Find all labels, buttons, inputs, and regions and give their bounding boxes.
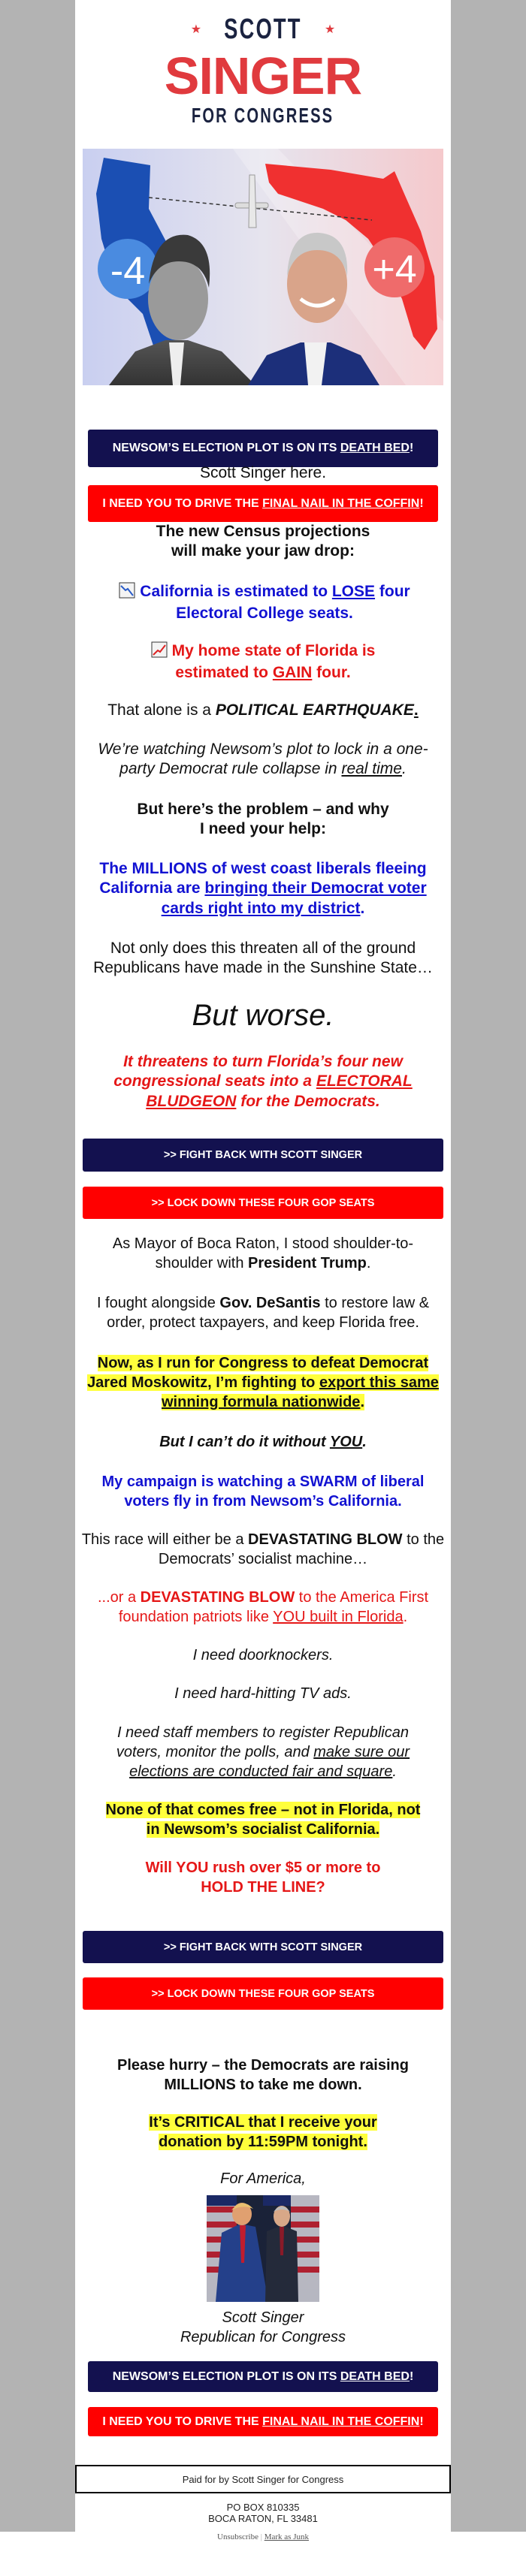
button-text: NEWSOM’S ELECTION PLOT IS ON ITS	[112, 442, 340, 454]
final-nail-button[interactable]	[88, 485, 438, 522]
or-blow-paragraph	[81, 1588, 445, 1627]
census-line: The new Census projections	[156, 523, 370, 540]
census-line: will make your jaw drop:	[171, 542, 355, 560]
race-paragraph	[81, 1530, 445, 1569]
text: for the Democrats.	[236, 1092, 380, 1110]
highlight-line: in Newsom’s socialist California.	[146, 1821, 380, 1838]
staff-paragraph	[96, 1723, 430, 1781]
highlight-line: donation by 11:59PM tonight.	[159, 2134, 367, 2150]
fight-back-button[interactable]: >> FIGHT BACK WITH SCOTT SINGER	[83, 1931, 443, 1963]
chart-decreasing-icon	[119, 582, 135, 604]
logo-singer: SINGER	[164, 47, 362, 105]
chart-increasing-icon	[151, 641, 168, 663]
highlight-line: None of that comes free – not in Florida, not	[105, 1802, 421, 1818]
ask-line: Will YOU rush over $5 or more to	[145, 1860, 381, 1876]
hurry-paragraph	[81, 2056, 445, 2095]
text: to the America First foundation patriots like	[118, 1589, 429, 1625]
lock-down-button[interactable]: >> LOCK DOWN THESE FOUR GOP SEATS	[83, 1187, 443, 1219]
you-text: YOU	[329, 1434, 363, 1450]
tv-ads-paragraph: I need hard-hitting TV ads.	[174, 1685, 352, 1702]
trump-singer-photo	[207, 2195, 319, 2302]
hero-image	[83, 149, 443, 385]
bold-text: Gov. DeSantis	[219, 1295, 321, 1311]
text: I need staff members to register Republican voters, monitor the polls, and	[116, 1724, 409, 1760]
link-separator: |	[260, 2532, 262, 2541]
paid-for-text: Paid for by Scott Singer for Congress	[182, 2473, 344, 2485]
lock-down-button[interactable]: >> LOCK DOWN THESE FOUR GOP SEATS	[83, 1977, 443, 2010]
mayor-paragraph	[94, 1234, 432, 1273]
doorknockers-paragraph: I need doorknockers.	[192, 1647, 334, 1664]
text: four Electoral College seats.	[176, 583, 410, 623]
fair-elections-text: make sure our elections are conducted fair and square	[129, 1744, 410, 1780]
logo-for-congress: FOR CONGRESS	[192, 104, 334, 127]
none-free-paragraph	[81, 1800, 445, 1839]
critical-paragraph	[81, 2113, 445, 2152]
text: .	[401, 760, 407, 778]
voter-cards-link[interactable]: bringing their Democrat voter cards right into my district	[161, 879, 427, 917]
text: It threatens to turn Florida’s four new congressional seats into a	[113, 1053, 403, 1090]
button-link-text[interactable]: DEATH BED	[340, 442, 410, 454]
problem-line: I need your help:	[199, 820, 327, 838]
unsubscribe-link[interactable]: Unsubscribe	[217, 2532, 258, 2541]
button-text: !	[419, 2415, 424, 2428]
button-link-text[interactable]: FINAL NAIL IN THE COFFIN	[262, 2415, 420, 2428]
logo-scott: SCOTT	[224, 13, 302, 45]
text: four.	[312, 664, 351, 682]
button-link-text[interactable]: DEATH BED	[340, 2369, 410, 2383]
hurry-line: MILLIONS to take me down.	[164, 2077, 362, 2093]
now-run-paragraph	[81, 1353, 445, 1412]
florida-paragraph	[147, 641, 379, 683]
text: The MILLIONS of west coast liberals fleeing California are	[99, 860, 427, 897]
problem-line: But here’s the problem – and why	[137, 801, 389, 818]
greeting: Scott Singer here.	[199, 464, 327, 481]
bold-text: DEVASTATING BLOW	[248, 1531, 403, 1548]
text: .	[413, 701, 419, 719]
paid-for-box	[75, 2465, 451, 2493]
button-text: NEWSOM’S ELECTION PLOT IS ON ITS	[112, 2369, 340, 2383]
final-nail-button[interactable]	[88, 2407, 438, 2436]
mark-as-junk-link[interactable]: Mark as Junk	[264, 2532, 309, 2541]
watching-paragraph	[96, 740, 430, 780]
lose-link[interactable]: LOSE	[331, 583, 376, 600]
not-only-paragraph: Not only does this threaten all of the ground Republicans have made in the Sunshine State…	[93, 940, 433, 977]
text: .	[366, 1255, 371, 1271]
problem-heading	[81, 800, 445, 840]
electoral-bludgeon-text: ELECTORAL BLUDGEON	[146, 1072, 413, 1110]
text: California is estimated to	[140, 583, 332, 600]
fight-back-button[interactable]: >> FIGHT BACK WITH SCOTT SINGER	[83, 1139, 443, 1172]
address-line: PO BOX 810335	[226, 2502, 300, 2513]
death-bed-button[interactable]	[88, 430, 438, 467]
fought-paragraph	[81, 1293, 445, 1332]
text: .	[360, 899, 365, 917]
signature	[81, 2308, 445, 2347]
text: to the Democrats’ socialist machine…	[158, 1531, 445, 1567]
text: This race will either be a	[81, 1531, 249, 1548]
will-you-paragraph	[81, 1858, 445, 1897]
but-worse-heading: But worse.	[192, 999, 334, 1032]
hurry-line: Please hurry – the Democrats are raising	[117, 2057, 409, 2074]
text: to restore law & order, protect taxpayers, and keep Florida free.	[107, 1295, 430, 1331]
bold-text: President Trump	[248, 1255, 367, 1271]
text: .	[362, 1434, 367, 1450]
death-bed-button[interactable]	[88, 2361, 438, 2392]
campaign-logo	[75, 14, 451, 128]
button-text: I NEED YOU TO DRIVE THE	[102, 2415, 263, 2428]
earthquake-paragraph	[81, 701, 445, 720]
button-text: !	[409, 442, 414, 454]
cant-do-paragraph	[81, 1432, 445, 1452]
california-paragraph	[84, 582, 445, 624]
star-icon: ★	[324, 23, 336, 36]
signature-title: Republican for Congress	[180, 2329, 346, 2345]
star-icon: ★	[190, 23, 202, 36]
text: But I can’t do it without	[159, 1434, 330, 1450]
real-time-text: real time	[341, 760, 402, 778]
millions-paragraph	[96, 859, 430, 918]
gain-link[interactable]: GAIN	[272, 664, 313, 682]
mailing-address	[81, 2502, 445, 2524]
swarm-paragraph: My campaign is watching a SWARM of liberal voters fly in from Newsom’s California.	[101, 1474, 425, 1510]
footer-links	[81, 2532, 445, 2542]
text: As Mayor of Boca Raton, I stood shoulder-to-shoulder with	[112, 1235, 414, 1271]
bold-text: DEVASTATING BLOW	[140, 1589, 295, 1606]
ask-line: HOLD THE LINE?	[201, 1879, 325, 1896]
address-line: BOCA RATON, FL 33481	[208, 2513, 318, 2524]
emphasis: POLITICAL EARTHQUAKE	[215, 701, 414, 719]
button-text: !	[419, 496, 424, 510]
text: My home state of Florida is estimated to	[171, 642, 376, 682]
button-text: !	[409, 2369, 414, 2383]
text: We’re watching Newsom’s plot to lock in a one-party Democrat rule collapse in	[98, 741, 428, 778]
signature-name: Scott Singer	[222, 2309, 304, 2326]
text: I fought alongside	[96, 1295, 220, 1311]
text: .	[403, 1609, 408, 1625]
text: .	[392, 1763, 397, 1780]
text: That alone is a	[107, 701, 216, 719]
highlight-line: It’s CRITICAL that I receive your	[149, 2114, 377, 2131]
text: Now, as I run for Congress to defeat Democrat Jared Moskowitz, I’m fighting to	[87, 1355, 429, 1391]
text: ...or a	[97, 1589, 141, 1606]
census-heading	[81, 522, 445, 562]
svg-text:+4: +4	[372, 248, 417, 291]
export-formula-link[interactable]: export this same winning formula nationwide	[162, 1374, 439, 1410]
text: .	[360, 1394, 364, 1410]
button-link-text[interactable]: FINAL NAIL IN THE COFFIN	[262, 496, 420, 510]
svg-text:-4: -4	[110, 249, 146, 293]
you-built-link[interactable]: YOU built in Florida	[273, 1609, 404, 1625]
threatens-paragraph	[96, 1052, 430, 1112]
signoff: For America,	[220, 2170, 306, 2187]
button-text: I NEED YOU TO DRIVE THE	[102, 496, 263, 510]
